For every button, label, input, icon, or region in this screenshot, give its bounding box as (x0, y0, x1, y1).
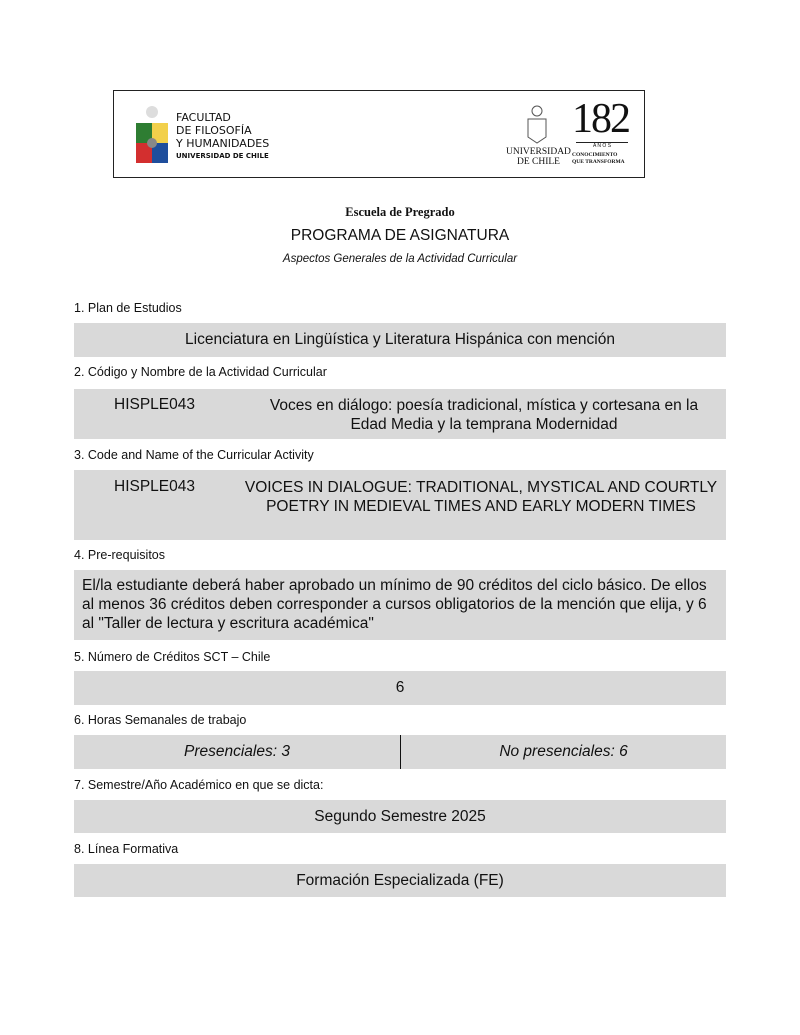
presential-hours: Presenciales: 3 (74, 735, 401, 769)
tagline-line: QUE TRANSFORMA (572, 159, 625, 165)
code-name-label: 2. Código y Nombre de la Actividad Curricular (74, 365, 327, 379)
hours-box (74, 735, 726, 769)
course-code: HISPLE043 (114, 396, 195, 413)
course-name: Voces en diálogo: poesía tradicional, mística y cortesana en la Edad Media y la temprana Modernidad (269, 397, 699, 433)
tagline-line: CONOCIMIENTO (572, 152, 618, 158)
line-value: Formación Especializada (FE) (74, 864, 726, 897)
code-name-en-label: 3. Code and Name of the Curricular Activity (74, 448, 314, 462)
faculty-line: Y HUMANIDADES (176, 137, 270, 150)
plan-label: 1. Plan de Estudios (74, 301, 182, 315)
prereq-label: 4. Pre-requisitos (74, 548, 166, 562)
course-name-en: VOICES IN DIALOGUE: TRADITIONAL, MYSTICAL AND COURTLY POETRY IN MEDIEVAL TIMES AND EARLY MODERN TIMES (244, 479, 718, 515)
uchile-line: DE CHILE (516, 157, 560, 167)
anniversary-number: 182 (572, 96, 629, 142)
plan-value: Licenciatura en Lingüística y Literatura Hispánica con mención (74, 323, 726, 357)
faculty-logo-text (176, 111, 269, 163)
prereq-value: El/la estudiante deberá haber aprobado un mínimo de 90 créditos del ciclo básico. De ellos al menos 36 créditos deben corresponder a cursos obligatorios de la mención que elija, y 6 al "Taller de lectura y escritura académica" (74, 570, 726, 640)
uchile-logo-text (506, 147, 571, 167)
faculty-crest-icon (134, 105, 170, 167)
hours-label: 6. Horas Semanales de trabajo (74, 713, 247, 727)
code-name-en-box (74, 470, 726, 540)
faculty-line: UNIVERSIDAD DE CHILE (176, 152, 269, 160)
semester-label: 7. Semestre/Año Académico en que se dicta: (74, 778, 324, 792)
uchile-crest-icon (526, 105, 548, 145)
non-presential-hours: No presenciales: 6 (499, 743, 628, 760)
anniversary-tagline (572, 152, 625, 166)
faculty-line: FACULTAD (176, 111, 231, 124)
credits-value: 6 (74, 671, 726, 705)
anniversary-years: A Ñ O S (576, 142, 628, 149)
page-subtitle: Aspectos Generales de la Actividad Curricular (282, 253, 518, 265)
faculty-line: DE FILOSOFÍA (176, 124, 252, 137)
header-logos (113, 90, 645, 178)
semester-value: Segundo Semestre 2025 (74, 800, 726, 833)
uchile-line: UNIVERSIDAD (506, 147, 571, 157)
credits-label: 5. Número de Créditos SCT – Chile (74, 650, 271, 664)
page-title: PROGRAMA DE ASIGNATURA (290, 227, 510, 244)
course-code-en: HISPLE043 (114, 478, 195, 495)
line-label: 8. Línea Formativa (74, 842, 179, 856)
code-name-box (74, 389, 726, 439)
school-name: Escuela de Pregrado (345, 205, 455, 219)
